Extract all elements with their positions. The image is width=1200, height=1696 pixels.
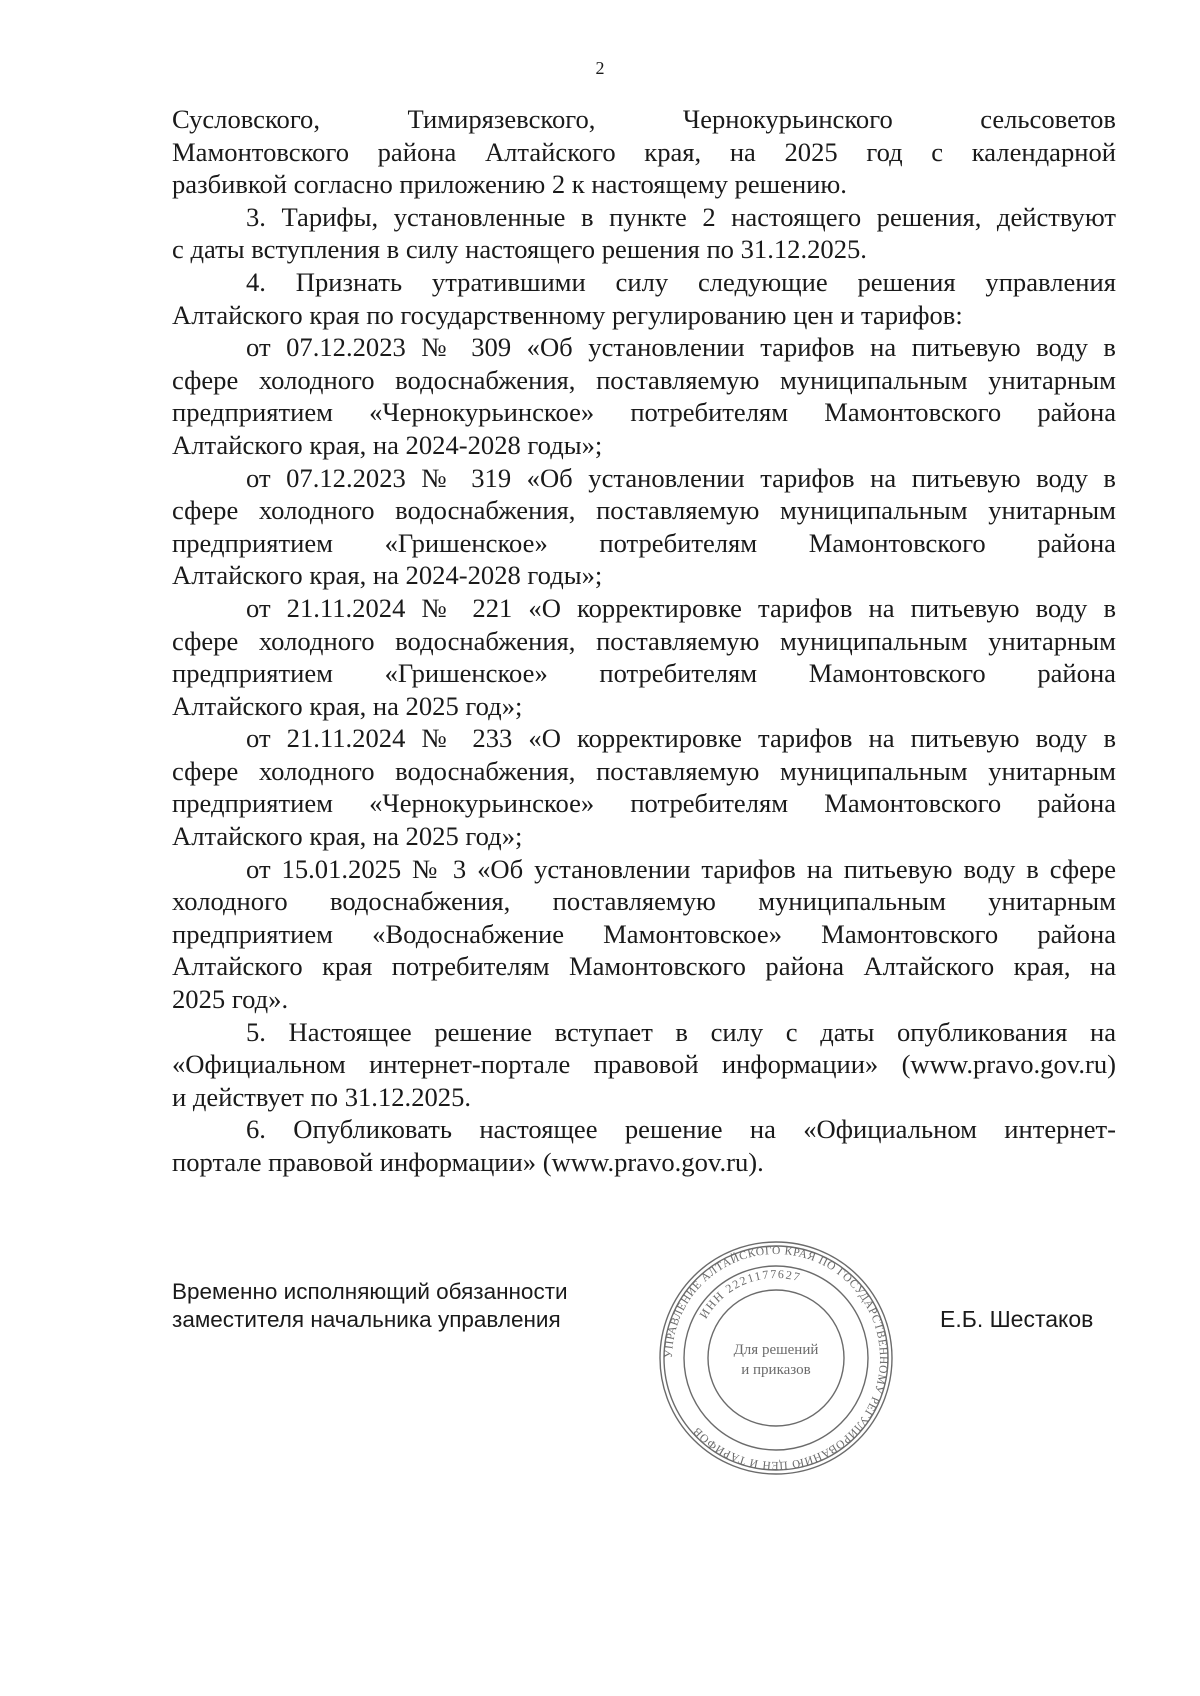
- paragraph-item-6: [172, 1113, 1116, 1178]
- text-line: Алтайского края, на 2024-2028 годы»;: [172, 560, 603, 591]
- paragraph-item-4: [172, 266, 1116, 331]
- paragraph-continuation: [172, 103, 1116, 201]
- text-line: сфере холодного водоснабжения, поставляемую муниципальным унитарным: [172, 755, 1116, 786]
- paragraph-decision-309: [172, 331, 1116, 461]
- text-line: сфере холодного водоснабжения, поставляемую муниципальным унитарным: [172, 495, 1116, 526]
- signer-name: Е.Б. Шестаков: [940, 1306, 1094, 1332]
- text-line: предприятием «Водоснабжение Мамонтовское» Мамонтовского района: [172, 918, 1116, 949]
- text-line: 4. Признать утратившими силу следующие решения управления: [246, 266, 1116, 297]
- text-line: 6. Опубликовать настоящее решение на «Официальном интернет-: [246, 1114, 1116, 1145]
- text-line: предприятием «Чернокурьинское» потребителям Мамонтовского района: [172, 397, 1116, 428]
- text-line: холодного водоснабжения, поставляемую муниципальным унитарным: [172, 886, 1116, 917]
- text-line: Мамонтовского района Алтайского края, на 2025 год с календарной: [172, 136, 1116, 167]
- text-line: от 21.11.2024 № 221 «О корректировке тарифов на питьевую воду в: [246, 592, 1116, 623]
- stamp-inner-line: Для решений: [733, 1342, 819, 1358]
- text-line: и действует по 31.12.2025.: [172, 1081, 472, 1112]
- text-line: 5. Настоящее решение вступает в силу с даты опубликования на: [246, 1016, 1116, 1047]
- text-line: сфере холодного водоснабжения, поставляемую муниципальным унитарным: [172, 364, 1116, 395]
- page-number: 2: [595, 58, 605, 78]
- paragraph-decision-233: [172, 722, 1116, 852]
- signatory-position-line: заместителя начальника управления: [172, 1307, 561, 1332]
- text-line: 2025 год».: [172, 984, 289, 1015]
- paragraph-item-3: [172, 201, 1116, 266]
- text-line: Алтайского края, на 2025 год»;: [172, 821, 523, 852]
- text-line: Алтайского края по государственному регулированию цен и тарифов:: [172, 299, 963, 330]
- text-line: предприятием «Гришенское» потребителям Мамонтовского района: [172, 658, 1116, 689]
- stamp-inner-line: и приказов: [741, 1362, 811, 1378]
- text-line: 3. Тарифы, установленные в пункте 2 настоящего решения, действуют: [246, 201, 1116, 232]
- stamp-middle-ring: [684, 1266, 868, 1450]
- signatory-position: [172, 1278, 612, 1334]
- paragraph-item-5: [172, 1016, 1116, 1114]
- paragraph-decision-319: [172, 462, 1116, 592]
- text-line: Алтайского края, на 2025 год»;: [172, 690, 523, 721]
- text-line: «Официальном интернет-портале правовой информации» (www.pravo.gov.ru): [172, 1049, 1116, 1080]
- paragraph-decision-3: [172, 853, 1116, 1016]
- text-line: предприятием «Чернокурьинское» потребителям Мамонтовского района: [172, 788, 1116, 819]
- text-line: от 21.11.2024 № 233 «О корректировке тарифов на питьевую воду в: [246, 723, 1116, 754]
- stamp-outer-text: УПРАВЛЕНИЕ АЛТАЙСКОГО КРАЯ ПО ГОСУДАРСТВЕННОМУ РЕГУЛИРОВАНИЮ ЦЕН И ТАРИФОВ: [662, 1244, 890, 1472]
- paragraph-decision-221: [172, 592, 1116, 722]
- stamp-inn-text: ИНН 2221177627: [696, 1266, 803, 1321]
- text-line: от 15.01.2025 № 3 «Об установлении тарифов на питьевую воду в сфере: [246, 853, 1116, 884]
- text-line: с даты вступления в силу настоящего решения по 31.12.2025.: [172, 234, 867, 265]
- document-body: [172, 103, 1116, 1179]
- text-line: Сусловского, Тимирязевского, Чернокурьинского сельсоветов: [172, 104, 1116, 134]
- text-line: портале правовой информации» (www.pravo.gov.ru).: [172, 1147, 764, 1177]
- signatory-position-line: Временно исполняющий обязанности: [172, 1279, 568, 1304]
- official-stamp: [656, 1238, 896, 1478]
- text-line: разбивкой согласно приложению 2 к настоящему решению.: [172, 169, 847, 200]
- text-line: от 07.12.2023 № 309 «Об установлении тарифов на питьевую воду в: [246, 332, 1116, 363]
- text-line: Алтайского края потребителям Мамонтовского района Алтайского края, на: [172, 951, 1116, 982]
- text-line: от 07.12.2023 № 319 «Об установлении тарифов на питьевую воду в: [246, 462, 1116, 493]
- text-line: сфере холодного водоснабжения, поставляемую муниципальным унитарным: [172, 625, 1116, 656]
- text-line: предприятием «Гришенское» потребителям Мамонтовского района: [172, 527, 1116, 558]
- text-line: Алтайского края, на 2024-2028 годы»;: [172, 429, 603, 460]
- stamp-inner-ring: [708, 1290, 844, 1426]
